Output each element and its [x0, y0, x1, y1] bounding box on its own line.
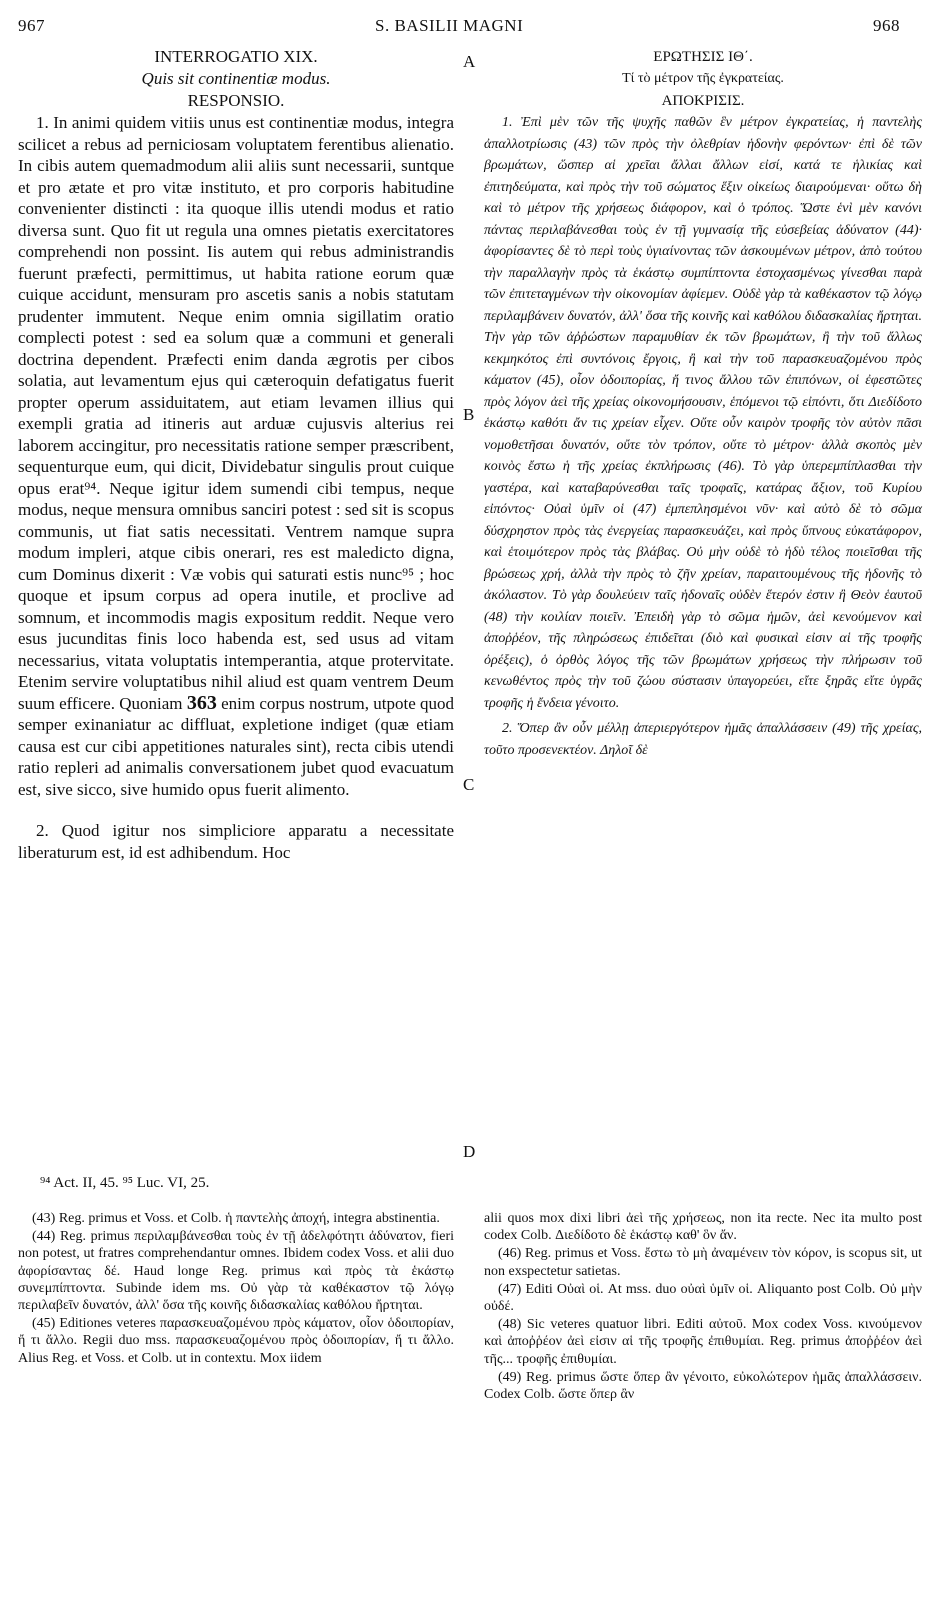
greek-column: [484, 46, 922, 761]
latin-column: [18, 46, 454, 863]
greek-apokrisis: ΑΠΟΚΡΙΣΙΣ.: [661, 93, 745, 109]
note-45-continued: alii quos mox dixi libri ἀεὶ τῆς χρήσεως, non ita recte. Nec ita multo post codex Colb. Διεδίδοτο δὲ ἑκάστῳ καθ' ὃν ἄν.: [484, 1211, 922, 1244]
greek-paragraph-2: 2. Ὅπερ ἂν οὖν μέλλῃ ἀπεριεργότερον ἡμᾶς ἀπαλλάσσειν (49) τῆς χρείας, τοῦτο προσενεκτέον. Δηλοῖ δὲ: [484, 721, 922, 758]
column-number: 363: [186, 691, 217, 714]
note-48: (48) Sic veteres quatuor libri. Editi αὐτοῦ. Mox codex Voss. κινούμενον καὶ ἀποῤῥέον ἀεὶ εἰσιν αἱ τῆς τροφῆς ἐπιθυμίαι. Reg. primus ἀποῤῥέον ἀεὶ τῆς... τροφῆς ἐπιθυμίαι.: [484, 1317, 922, 1367]
margin-letter-a: A: [463, 52, 476, 71]
latin-paragraph-1-end: enim corpus nostrum, utpote quod semper exinaniatur ac diffluat, expletione indiget (quæ etiam causa est cur cibi appetitiones naturales sint), recta cibis utendi ratio repleri ad animalis conversationem jubet quod evacuatum est, sive sicco, sive humido opus fuerit alimento.: [18, 693, 455, 799]
right-page-number: 968: [873, 16, 900, 35]
running-header: [0, 16, 943, 40]
latin-subtitle: Quis sit continentiæ modus.: [141, 69, 331, 88]
latin-title: INTERROGATIO XIX.: [154, 47, 318, 66]
note-47: (47) Editi Οὐαὶ οἱ. At mss. duo οὐαὶ ὑμῖν οἱ. Aliquanto post Colb. Οὐ μὴν οὐδέ.: [484, 1281, 922, 1315]
note-43: (43) Reg. primus et Voss. et Colb. ἡ παντελὴς ἀποχή, integra abstinentia.: [32, 1211, 440, 1226]
latin-responsio: RESPONSIO.: [187, 91, 285, 110]
greek-subtitle: Τί τὸ μέτρον τῆς ἐγκρατείας.: [622, 71, 784, 86]
note-45: (45) Editiones veteres παρασκευαζομένου πρὸς κάματον, οἷον ὁδοιπορίαν, ἤ τι ἄλλο. Regii duo mss. παρασκευαζομένου πρὸς ὁδοιπορίαν, ἤ τι ἄλλο. Alius Reg. et Voss. et Colb. ut in contextu. Mox iidem: [18, 1316, 454, 1366]
notes-left: [18, 1210, 454, 1368]
note-46: (46) Reg. primus et Voss. ἔστω τὸ μὴ ἀναμένειν τὸν κόρον, is scopus sit, ut non exspectetur satietas.: [484, 1246, 922, 1279]
latin-paragraph-2: 2. Quod igitur nos simpliciore apparatu a necessitate liberaturum est, id est adhibendum. Hoc: [18, 821, 454, 862]
note-44: (44) Reg. primus περιλαμβάνεσθαι τοὺς ἐν τῇ ἀδελφότητι ἀδύνατον, fieri non potest, ut fratres comprehendantur omnes. Ibidem codex Voss. et alii duo ἀφορίσαντας δέ. Haud longe Reg. primus καὶ πρὸς τὰ ἑκάστῳ συνεμπίπτοντα. Subinde idem ms. Οὐ γὰρ τὰ καθέκαστον τῷ λόγῳ περιλαβεῖν δυνατόν, ἀλλ' ὅσα τῆς κοινῆς διδασκαλίας καθόλου ἤρτηται.: [18, 1229, 454, 1314]
note-49: (49) Reg. primus ὥστε ὅπερ ἂν γένοιτο, εὐκολώτερον ἡμᾶς ἀπαλλάσσειν. Codex Colb. ὥστε ὅπερ ἂν: [484, 1369, 922, 1403]
latin-paragraph-1: [18, 112, 454, 800]
footnote-references: ⁹⁴ Act. II, 45. ⁹⁵ Luc. VI, 25.: [40, 1175, 210, 1191]
margin-letter-d: D: [463, 1142, 476, 1161]
running-title: S. BASILII MAGNI: [375, 16, 524, 35]
greek-paragraph-1: 1. Ἐπὶ μὲν τῶν τῆς ψυχῆς παθῶν ἓν μέτρον ἐγκρατείας, ἡ παντελὴς ἀπαλλοτρίωσις (43) τῶν πρὸς τὴν ὀλεθρίαν ἡδονὴν φερόντων· ἐπὶ δὲ τῶν βρωμάτων, ὥσπερ αἱ χρεῖαι ἄλλαι ἄλλων εἰσί, κατά τε ἡλικίας καὶ ἐπιτηδεύματα, καὶ πρὸς τὴν τοῦ σώματος ἕξιν οἰκείως διαιρούμεναι· οὕτω δὴ καὶ τὸ μέτρον τῆς χρήσεως διάφορον, καὶ ὁ τρόπος. Ὥστε ἑνὶ μὲν κανόνι πάντας περιλαβάνεσθαι τοὺς ἐν τῇ γυμνασίᾳ τῆς εὐσεβείας ἀδύνατον (44)· ἀφορίσαντες δὲ τὸ περὶ τοὺς ὑγιαίνοντας τῶν ἀσκουμένων μέτρον, ἀπὸ τούτου τὴν παραλλαγὴν πρὸς τὰ ἑκάστῳ συμπίπτοντα ἐστοχασμένως γίνεσθαι παρὰ τῶν ἐπιτεταγμένων τὴν οἰκονομίαν ἀφίεμεν. Οὐδὲ γὰρ τὰ καθέκαστον τῷ λόγῳ περιλαμβάνειν δυνατόν, ἀλλ' ὅσα τῆς κοινῆς καὶ καθόλου διδασκαλίας ἤρτηται. Τὴν γὰρ τῶν ἀῤῥώστων παραμυθίαν ἐκ τῶν βρωμάτων, ἢ τὴν τοῦ ἄλλως κεκμηκότος ἐπὶ συντόνοις ἔργοις, ἢ καὶ τὴν τοῦ παρασκευαζομένου πρὸς κάματον (45), οἷον ὁδοιπορίας, ἤ τινος ἄλλου τῶν ἐπιπόνων, οἱ ἐφεστῶτες πρὸς λόγον ἀεὶ τῆς χρείας οἰκονομήσουσιν, ἑπόμενοι τῷ εἰπόντι, ὅτι Διεδίδοτο ἑκάστῳ καθότι ἄν τις χρείαν εἶχεν. Οὔτε οὖν καιρὸν τροφῆς τὸν αὐτὸν πᾶσι νομοθετῆσαι δυνατόν, οὔτε τὸν τρόπον, οὔτε τὸ μέτρον· ἀλλὰ σκοπὸς μὲν κοινὸς ἔστω ἡ τῆς χρείας ἐκπλήρωσις (46). Τὸ γὰρ ὑπερεμπίπλασθαι τὴν γαστέρα, καὶ καταβαρύνεσθαι ταῖς τροφαῖς, κατάρας ἄξιον, τοῦ Κυρίου εἰπόντος· Οὐαὶ ὑμῖν οἱ (47) ἐμπεπλησμένοι νῦν· καὶ αὐτὸ δὲ τὸ σῶμα δύσχρηστον πρὸς τὰς ἐνεργείας παρασκευάζει, καὶ πρὸς ὕπνους εὐκατάφορον, καὶ ἑτοιμότερον πρὸς τὰς βλάβας. Οὐ μὴν οὐδὲ τὸ ἡδὺ τέλος ποιεῖσθαι τῆς βρώσεως χρή, ἀλλὰ τὴν πρὸς τὸ ζῆν χρείαν, παραιτουμένους τῆς ἡδονῆς τὸ ἀκόλαστον. Τὸ γὰρ δουλεύειν ταῖς ἡδοναῖς οὐδὲν ἕτερόν ἐστιν ἢ Θεὸν ἑαυτοῦ (48) τὴν κοιλίαν ποιεῖν. Ἐπειδὴ γὰρ τὸ σῶμα ἡμῶν, ἀεὶ κενούμενον καὶ ἀποῤῥέον, τῆς πληρώσεως ἐπιδεῖται (διὸ καὶ φυσικαὶ εἰσιν αἱ τῆς τροφῆς ὀρέξεις), ὁ ὀρθὸς λόγος τῆς τῶν βρωμάτων χρήσεως τὴν πλήρωσιν τοῦ κενωθέντος πρὸς τὴν τοῦ ζώου σύστασιν ὑπαγορεύει, εἴτε ξηρᾶς εἴτε ὑγρᾶς τροφῆς ἡ ἔνδεια γένοιτο.: [484, 115, 922, 711]
margin-letter-c: C: [463, 775, 475, 794]
notes-right: [484, 1210, 922, 1404]
margin-letter-b: B: [463, 405, 475, 424]
latin-paragraph-1-text: 1. In animi quidem vitiis unus est continentiæ modus, integra scilicet a rebus ad perniciosam voluptatem ferentibus alienatio. In cibis autem quemadmodum alii aliis sunt necessarii, suntque et pro ætate et pro vitæ instituto, et pro corporis habitudine convenienter distincti : ita quoque illis utendi modus et ratio diversa sunt. Quo fit ut regula una omnes pietatis exercitatores comprehendi non possint. Iis autem qui rebus administrandis fuerunt præfecti, permittimus, ut habita ratione eorum quæ cuique accidunt, mensuram pro ascetis sanis a nobis statutam prudenter immutent. Neque enim omnia sigillatim oratio complecti potest : sed ea solum quæ a communi et generali doctrina dependent. Præfecti enim danda ægrotis per cibos solatia, aut levamentum ejus qui cæteroquin defatigatus fuerit propter operum assiduitatem, aut etiam levamen illius qui exempli gratia ad itineris aut arduæ cujusvis alterius rei laborem accingitur, pro necessitatis ratione semper præscribent, sequenturque eum, qui dicit, Dividebatur singulis prout cuique opus erat⁹⁴. Neque igitur idem sumendi cibi tempus, neque modus, neque mensura omnibus sanciri potest : sed sit is scopus communis, ut fiat satis necessitati. Ventrem namque supra modum impleri, atque cibis onerari, res est maledicto digna, cum Dominus dixerit : Væ vobis qui saturati estis nunc⁹⁵ ; hoc quoque et ipsum corpus ad opera inutile, et proclive ad somnum, et incommodis magis expositum reddit. Neque vero esus jucunditas finis loco habenda est, sed usus ad vitam necessarius, vitata voluptatis intemperantia, atque protervitate. Etenim servire voluptatibus nihil aliud est quam ventrem Deum suum efficere. Quoniam: [18, 113, 454, 713]
left-page-number: 967: [18, 16, 45, 35]
greek-title: ΕΡΩΤΗΣΙΣ ΙΘ΄.: [653, 49, 753, 65]
